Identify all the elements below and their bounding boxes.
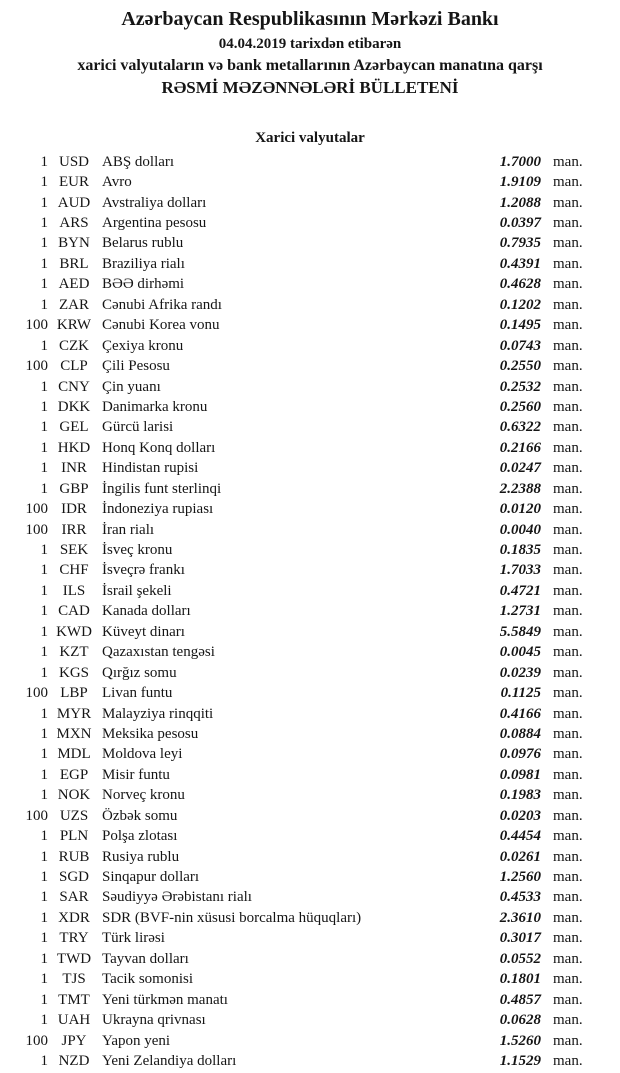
currency-code: AED	[58, 276, 90, 293]
currency-code: TRY	[59, 930, 89, 947]
currency-unit-label: man.	[553, 766, 583, 783]
currency-quantity: 1	[40, 419, 48, 436]
currency-unit-label: man.	[553, 1052, 583, 1069]
currency-unit-label: man.	[553, 623, 583, 640]
currency-quantity: 1	[40, 644, 48, 661]
currency-name: Çili Pesosu	[102, 358, 170, 375]
currency-name: Cənubi Afrika randı	[102, 296, 222, 313]
currency-row	[0, 172, 620, 192]
currency-name: Yapon yeni	[102, 1032, 171, 1049]
currency-row	[0, 520, 620, 540]
currency-name: Livan funtu	[102, 685, 173, 702]
currency-code: TJS	[62, 971, 86, 988]
currency-name: Sinqapur dolları	[102, 869, 200, 886]
currency-row	[0, 479, 620, 499]
currency-rate: 0.2166	[499, 439, 541, 456]
currency-unit-label: man.	[553, 542, 583, 559]
currency-rate: 0.0239	[499, 664, 541, 681]
currency-row	[0, 234, 620, 254]
currency-unit-label: man.	[553, 787, 583, 804]
currency-quantity: 100	[25, 807, 48, 824]
currency-code: JPY	[61, 1032, 87, 1049]
currency-unit-label: man.	[553, 746, 583, 763]
currency-name: Meksika pesosu	[102, 725, 199, 742]
currency-rate: 0.1125	[500, 685, 541, 702]
currency-code: MDL	[57, 746, 91, 763]
currency-rate: 0.6322	[499, 419, 541, 436]
currency-row	[0, 745, 620, 765]
currency-code: UZS	[59, 807, 89, 824]
currency-code: TWD	[56, 950, 92, 967]
currency-name: İsrail şekeli	[102, 582, 172, 599]
currency-rate: 0.7935	[499, 235, 541, 252]
currency-quantity: 1	[40, 869, 48, 886]
currency-unit-label: man.	[553, 705, 583, 722]
currency-quantity: 100	[25, 317, 48, 334]
currency-code: IRR	[61, 521, 87, 538]
currency-unit-label: man.	[553, 991, 583, 1008]
currency-row	[0, 970, 620, 990]
currency-quantity: 1	[40, 787, 48, 804]
currency-quantity: 1	[40, 398, 48, 415]
currency-row	[0, 499, 620, 519]
currency-unit-label: man.	[553, 828, 583, 845]
currency-name: İngilis funt sterlinqi	[102, 480, 222, 497]
currency-rate: 1.7033	[499, 562, 541, 579]
currency-quantity: 1	[40, 991, 48, 1008]
currency-code: GBP	[59, 480, 89, 497]
currency-name: Misir funtu	[102, 766, 170, 783]
currency-rate: 0.1801	[499, 971, 541, 988]
currency-row	[0, 275, 620, 295]
currency-row	[0, 295, 620, 315]
currency-rate: 1.2731	[499, 603, 541, 620]
currency-name: İran rialı	[102, 521, 155, 538]
currency-rate: 1.7000	[499, 153, 541, 170]
currency-name: Qırğız somu	[102, 664, 177, 681]
currency-code: ZAR	[59, 296, 89, 313]
currency-unit-label: man.	[553, 358, 583, 375]
currency-unit-label: man.	[553, 337, 583, 354]
currency-unit-label: man.	[553, 725, 583, 742]
currency-row	[0, 254, 620, 274]
currency-unit-label: man.	[553, 153, 583, 170]
currency-rate: 0.4721	[499, 582, 541, 599]
currency-quantity: 1	[40, 746, 48, 763]
currency-row	[0, 622, 620, 642]
currency-row	[0, 152, 620, 172]
currency-rate: 0.0247	[499, 460, 541, 477]
currency-quantity: 1	[40, 235, 48, 252]
currency-rate: 0.4454	[499, 828, 541, 845]
currency-unit-label: man.	[553, 235, 583, 252]
currency-rate: 1.2560	[499, 869, 541, 886]
currency-name: Moldova leyi	[102, 746, 183, 763]
currency-code: NOK	[57, 787, 91, 804]
currency-quantity: 1	[40, 480, 48, 497]
currency-quantity: 1	[40, 889, 48, 906]
currency-quantity: 1	[40, 582, 48, 599]
currency-name: Qazaxıstan tengəsi	[102, 644, 215, 661]
currency-name: SDR (BVF-nin xüsusi borcalma hüquqları)	[102, 909, 362, 926]
currency-unit-label: man.	[553, 889, 583, 906]
currency-unit-label: man.	[553, 460, 583, 477]
currency-quantity: 100	[25, 1032, 48, 1049]
currency-code: DKK	[57, 398, 91, 415]
currency-rate: 0.0552	[499, 950, 541, 967]
currency-code: RUB	[58, 848, 90, 865]
currency-row	[0, 356, 620, 376]
currency-rate: 0.4857	[499, 991, 541, 1008]
currency-name: Tayvan dolları	[102, 950, 189, 967]
currency-code: CZK	[59, 337, 89, 354]
currency-quantity: 1	[40, 378, 48, 395]
currency-rate: 1.9109	[499, 174, 541, 191]
currency-code: EUR	[59, 174, 89, 191]
currency-unit-label: man.	[553, 603, 583, 620]
currency-unit-label: man.	[553, 971, 583, 988]
currency-unit-label: man.	[553, 521, 583, 538]
currency-quantity: 100	[25, 521, 48, 538]
currency-unit-label: man.	[553, 562, 583, 579]
currency-row	[0, 888, 620, 908]
currency-name: Rusiya rublu	[102, 848, 180, 865]
currency-unit-label: man.	[553, 869, 583, 886]
currency-rate: 0.4533	[499, 889, 541, 906]
currency-unit-label: man.	[553, 685, 583, 702]
currency-name: Danimarka kronu	[102, 398, 208, 415]
currency-code: EGP	[59, 766, 89, 783]
currency-quantity: 1	[40, 337, 48, 354]
currency-unit-label: man.	[553, 950, 583, 967]
currency-row	[0, 908, 620, 928]
currency-rate: 0.4628	[499, 276, 541, 293]
currency-name: İsveç kronu	[102, 542, 173, 559]
currency-rate: 0.0045	[499, 644, 541, 661]
currency-quantity: 1	[40, 542, 48, 559]
currency-rate: 0.1495	[499, 317, 541, 334]
currency-code: LBP	[60, 685, 88, 702]
currency-name: Cənubi Korea vonu	[102, 317, 220, 334]
currency-row	[0, 316, 620, 336]
currency-unit-label: man.	[553, 378, 583, 395]
effective-date-line: 04.04.2019 tarixdən etibarən	[218, 36, 402, 52]
currency-rate: 1.2088	[499, 194, 541, 211]
currency-quantity: 1	[40, 276, 48, 293]
currency-quantity: 1	[40, 971, 48, 988]
currency-unit-label: man.	[553, 194, 583, 211]
currency-rate: 0.0981	[499, 766, 541, 783]
currency-quantity: 1	[40, 255, 48, 272]
currency-code: SEK	[59, 542, 89, 559]
currency-rate: 0.0120	[499, 501, 541, 518]
currency-rate: 0.4391	[499, 255, 541, 272]
currency-unit-label: man.	[553, 419, 583, 436]
currency-quantity: 1	[40, 950, 48, 967]
currency-row	[0, 581, 620, 601]
currency-code: SGD	[58, 869, 89, 886]
currency-unit-label: man.	[553, 664, 583, 681]
currency-quantity: 100	[25, 501, 48, 518]
currency-unit-label: man.	[553, 807, 583, 824]
currency-quantity: 1	[40, 1052, 48, 1069]
currency-row	[0, 867, 620, 887]
currency-unit-label: man.	[553, 1032, 583, 1049]
currency-name: Belarus rublu	[102, 235, 184, 252]
currency-code: MYR	[56, 705, 92, 722]
currency-quantity: 1	[40, 174, 48, 191]
currency-unit-label: man.	[553, 930, 583, 947]
section-title-foreign-currencies: Xarici valyutalar	[255, 130, 365, 146]
currency-unit-label: man.	[553, 501, 583, 518]
currency-quantity: 1	[40, 215, 48, 232]
currency-name: Yeni türkmən manatı	[102, 991, 228, 1008]
currency-code: BRL	[59, 255, 89, 272]
currency-rate: 0.3017	[499, 930, 541, 947]
currency-row	[0, 377, 620, 397]
currency-row	[0, 561, 620, 581]
currency-quantity: 1	[40, 848, 48, 865]
currency-name: Türk lirəsi	[102, 930, 165, 947]
bulletin-header	[0, 0, 620, 99]
currency-quantity: 1	[40, 1012, 48, 1029]
currency-rate: 0.0261	[499, 848, 541, 865]
currency-code: KWD	[56, 623, 92, 640]
currency-row	[0, 540, 620, 560]
currency-quantity: 1	[40, 603, 48, 620]
bank-name-title: Azərbaycan Respublikasının Mərkəzi Bankı	[121, 8, 499, 30]
currency-quantity: 1	[40, 909, 48, 926]
bulletin-title: RƏSMİ MƏZƏNNƏLƏRİ BÜLLETENİ	[161, 78, 459, 97]
currency-code: CLP	[60, 358, 88, 375]
currency-rate: 5.5849	[499, 623, 541, 640]
currency-rate: 0.0884	[499, 725, 541, 742]
currency-quantity: 1	[40, 194, 48, 211]
currency-rate: 0.1983	[499, 787, 541, 804]
currency-name: ABŞ dolları	[102, 153, 175, 170]
currency-name: Yeni Zelandiya dolları	[102, 1052, 237, 1069]
currency-name: Argentina pesosu	[102, 215, 207, 232]
currency-name: Küveyt dinarı	[102, 623, 185, 640]
currency-row	[0, 459, 620, 479]
currency-quantity: 1	[40, 153, 48, 170]
currency-quantity: 1	[40, 705, 48, 722]
currency-unit-label: man.	[553, 174, 583, 191]
currency-name: Avstraliya dolları	[102, 194, 207, 211]
currency-rate: 1.1529	[499, 1052, 541, 1069]
currency-name: Norveç kronu	[102, 787, 185, 804]
currency-quantity: 1	[40, 828, 48, 845]
currency-row	[0, 418, 620, 438]
currency-rate: 0.1835	[499, 542, 541, 559]
currency-code: SAR	[59, 889, 89, 906]
currency-name: Avro	[102, 174, 132, 191]
currency-name: Honq Konq dolları	[102, 439, 216, 456]
currency-name: BƏƏ dirhəmi	[102, 276, 185, 293]
currency-name: Hindistan rupisi	[102, 460, 199, 477]
currency-rate: 0.0040	[499, 521, 541, 538]
currency-quantity: 1	[40, 562, 48, 579]
currency-quantity: 1	[40, 623, 48, 640]
currency-code: KZT	[59, 644, 89, 661]
currency-unit-label: man.	[553, 439, 583, 456]
currency-row	[0, 193, 620, 213]
currency-row	[0, 683, 620, 703]
currency-quantity: 100	[25, 358, 48, 375]
currency-name: Özbək somu	[102, 807, 178, 824]
currency-code: IDR	[61, 501, 87, 518]
bulletin-subtitle: xarici valyutaların və bank metallarının Azərbaycan manatına qarşı	[77, 57, 543, 74]
currency-unit-label: man.	[553, 215, 583, 232]
currency-code: MXN	[56, 725, 92, 742]
currency-row	[0, 765, 620, 785]
currency-quantity: 1	[40, 439, 48, 456]
currency-unit-label: man.	[553, 398, 583, 415]
currency-rate: 0.0743	[499, 337, 541, 354]
currency-unit-label: man.	[553, 1012, 583, 1029]
currency-rate: 0.0976	[499, 746, 541, 763]
currency-rate: 0.2532	[499, 378, 541, 395]
currency-rate: 0.0203	[499, 807, 541, 824]
currency-quantity: 1	[40, 766, 48, 783]
currency-code: TMT	[58, 991, 90, 1008]
currency-unit-label: man.	[553, 582, 583, 599]
currency-name: Çexiya kronu	[102, 337, 184, 354]
currency-code: BYN	[58, 235, 90, 252]
currency-name: Braziliya rialı	[102, 255, 185, 272]
currency-code: PLN	[59, 828, 89, 845]
currency-table	[0, 152, 620, 1072]
currency-code: INR	[61, 460, 87, 477]
currency-quantity: 1	[40, 296, 48, 313]
currency-code: USD	[58, 153, 89, 170]
currency-quantity: 100	[25, 685, 48, 702]
currency-name: İsveçrə frankı	[102, 562, 185, 579]
currency-name: Malayziya rinqqiti	[102, 705, 214, 722]
currency-unit-label: man.	[553, 296, 583, 313]
currency-unit-label: man.	[553, 317, 583, 334]
currency-code: CAD	[58, 603, 90, 620]
currency-rate: 2.2388	[499, 480, 541, 497]
currency-row	[0, 724, 620, 744]
currency-rate: 0.2560	[499, 398, 541, 415]
currency-rate: 0.4166	[499, 705, 541, 722]
currency-name: Ukrayna qrivnası	[102, 1012, 206, 1029]
currency-rate: 1.5260	[499, 1032, 541, 1049]
currency-row	[0, 213, 620, 233]
currency-row	[0, 336, 620, 356]
currency-rate: 2.3610	[499, 909, 541, 926]
currency-row	[0, 1031, 620, 1051]
currency-name: Səudiyyə Ərəbistanı rialı	[102, 889, 252, 906]
currency-code: CHF	[59, 562, 89, 579]
currency-quantity: 1	[40, 460, 48, 477]
currency-code: AUD	[57, 194, 91, 211]
currency-code: GEL	[59, 419, 89, 436]
currency-row	[0, 438, 620, 458]
currency-code: HKD	[57, 439, 91, 456]
currency-quantity: 1	[40, 725, 48, 742]
currency-rate: 0.2550	[499, 358, 541, 375]
currency-quantity: 1	[40, 930, 48, 947]
currency-code: UAH	[57, 1012, 91, 1029]
currency-code: ARS	[59, 215, 89, 232]
currency-unit-label: man.	[553, 848, 583, 865]
currency-row	[0, 1010, 620, 1030]
currency-code: ILS	[62, 582, 86, 599]
currency-name: İndoneziya rupiası	[102, 501, 214, 518]
currency-row	[0, 949, 620, 969]
currency-row	[0, 643, 620, 663]
currency-code: CNY	[58, 378, 90, 395]
currency-row	[0, 397, 620, 417]
currency-unit-label: man.	[553, 644, 583, 661]
currency-row	[0, 990, 620, 1010]
currency-row	[0, 1051, 620, 1071]
currency-name: Gürcü larisi	[102, 419, 174, 436]
currency-unit-label: man.	[553, 909, 583, 926]
currency-row	[0, 602, 620, 622]
currency-name: Polşa zlotası	[102, 828, 178, 845]
currency-code: XDR	[58, 909, 90, 926]
currency-row	[0, 847, 620, 867]
currency-unit-label: man.	[553, 276, 583, 293]
currency-rate: 0.1202	[499, 296, 541, 313]
currency-name: Tacik somonisi	[102, 971, 194, 988]
currency-code: KRW	[56, 317, 92, 334]
currency-row	[0, 929, 620, 949]
currency-row	[0, 806, 620, 826]
currency-unit-label: man.	[553, 480, 583, 497]
currency-name: Çin yuanı	[102, 378, 161, 395]
currency-rate: 0.0628	[499, 1012, 541, 1029]
currency-quantity: 1	[40, 664, 48, 681]
currency-row	[0, 826, 620, 846]
currency-code: KGS	[58, 664, 89, 681]
currency-code: NZD	[58, 1052, 90, 1069]
currency-unit-label: man.	[553, 255, 583, 272]
currency-name: Kanada dolları	[102, 603, 191, 620]
currency-row	[0, 786, 620, 806]
currency-row	[0, 704, 620, 724]
currency-row	[0, 663, 620, 683]
currency-rate: 0.0397	[499, 215, 541, 232]
